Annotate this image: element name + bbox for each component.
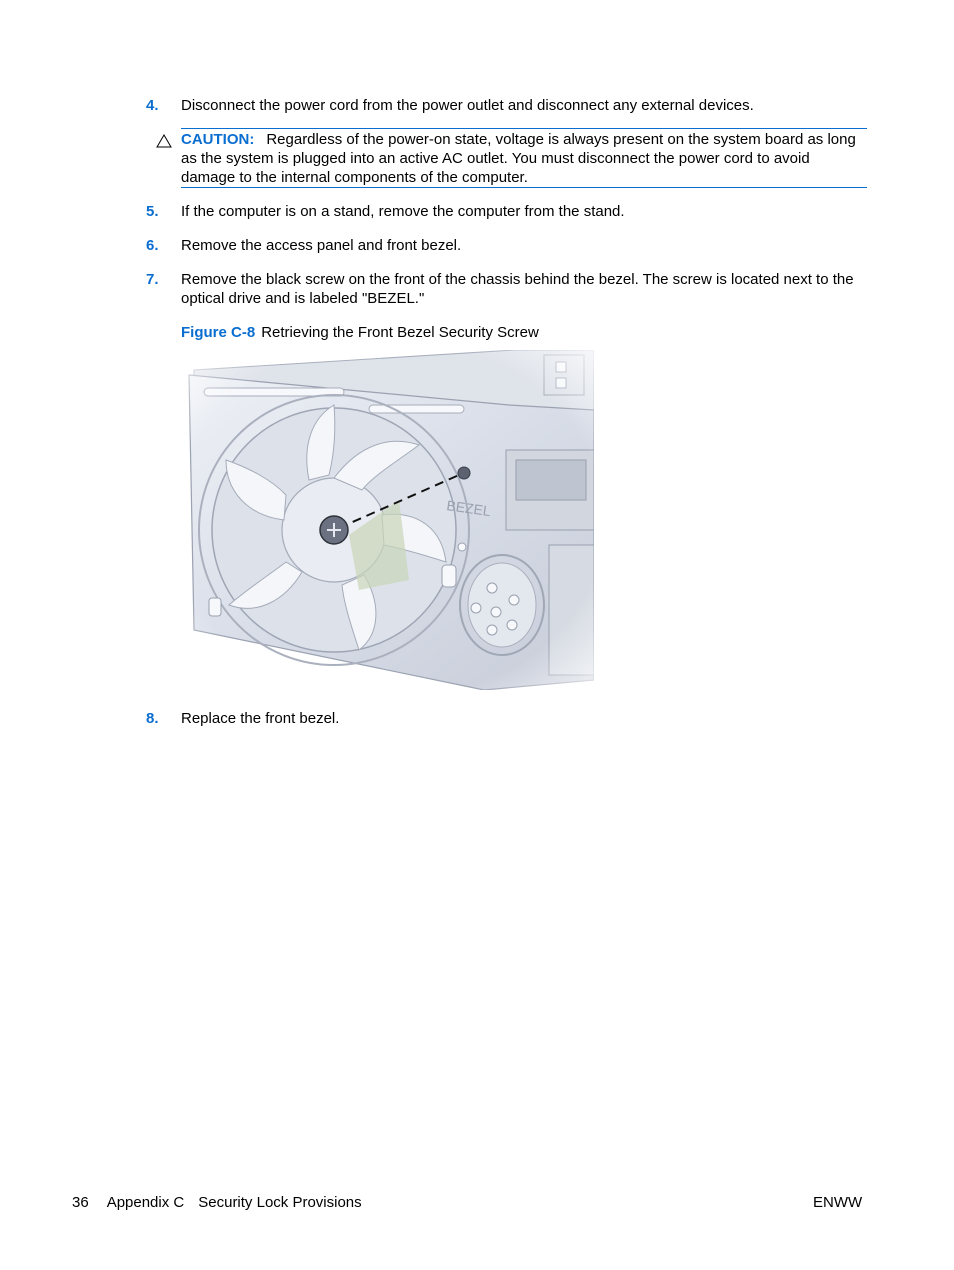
step-number: 6. <box>146 237 159 254</box>
footer-appendix: Appendix C <box>106 1194 185 1211</box>
caution-triangle-icon <box>156 134 172 148</box>
caution-bottom-rule <box>181 187 867 188</box>
footer-section: Security Lock Provisions <box>198 1194 362 1211</box>
figure-label: Figure C-8 <box>181 324 256 341</box>
step-number: 7. <box>146 271 159 288</box>
step-text: Remove the access panel and front bezel. <box>181 237 462 254</box>
caution-note <box>150 128 868 188</box>
chassis-illustration <box>184 350 594 690</box>
step-text: Remove the black screw on the front of the chassis behind the bezel. The screw is located next to the optical drive and is labeled "BEZEL." <box>181 271 854 307</box>
caution-top-rule <box>181 128 867 129</box>
step-number: 4. <box>146 97 159 114</box>
caution-label: CAUTION: <box>181 131 255 148</box>
footer-right: ENWW <box>813 1194 863 1211</box>
footer-left <box>72 1193 362 1212</box>
figure-caption <box>181 323 539 342</box>
page-number: 36 <box>72 1194 89 1211</box>
caution-text: Regardless of the power-on state, voltage is always present on the system board as long as the system is plugged into an active AC outlet. You must disconnect the power cord to avoid damage to the internal components of the computer. <box>181 131 856 186</box>
step-number: 8. <box>146 710 159 727</box>
step-number: 5. <box>146 203 159 220</box>
step-text: Disconnect the power cord from the power outlet and disconnect any external devices. <box>181 97 754 114</box>
figure-caption-text: Retrieving the Front Bezel Security Screw <box>261 324 539 341</box>
step-text: If the computer is on a stand, remove the computer from the stand. <box>181 203 625 220</box>
caution-body <box>181 130 868 187</box>
step-text: Replace the front bezel. <box>181 710 340 727</box>
